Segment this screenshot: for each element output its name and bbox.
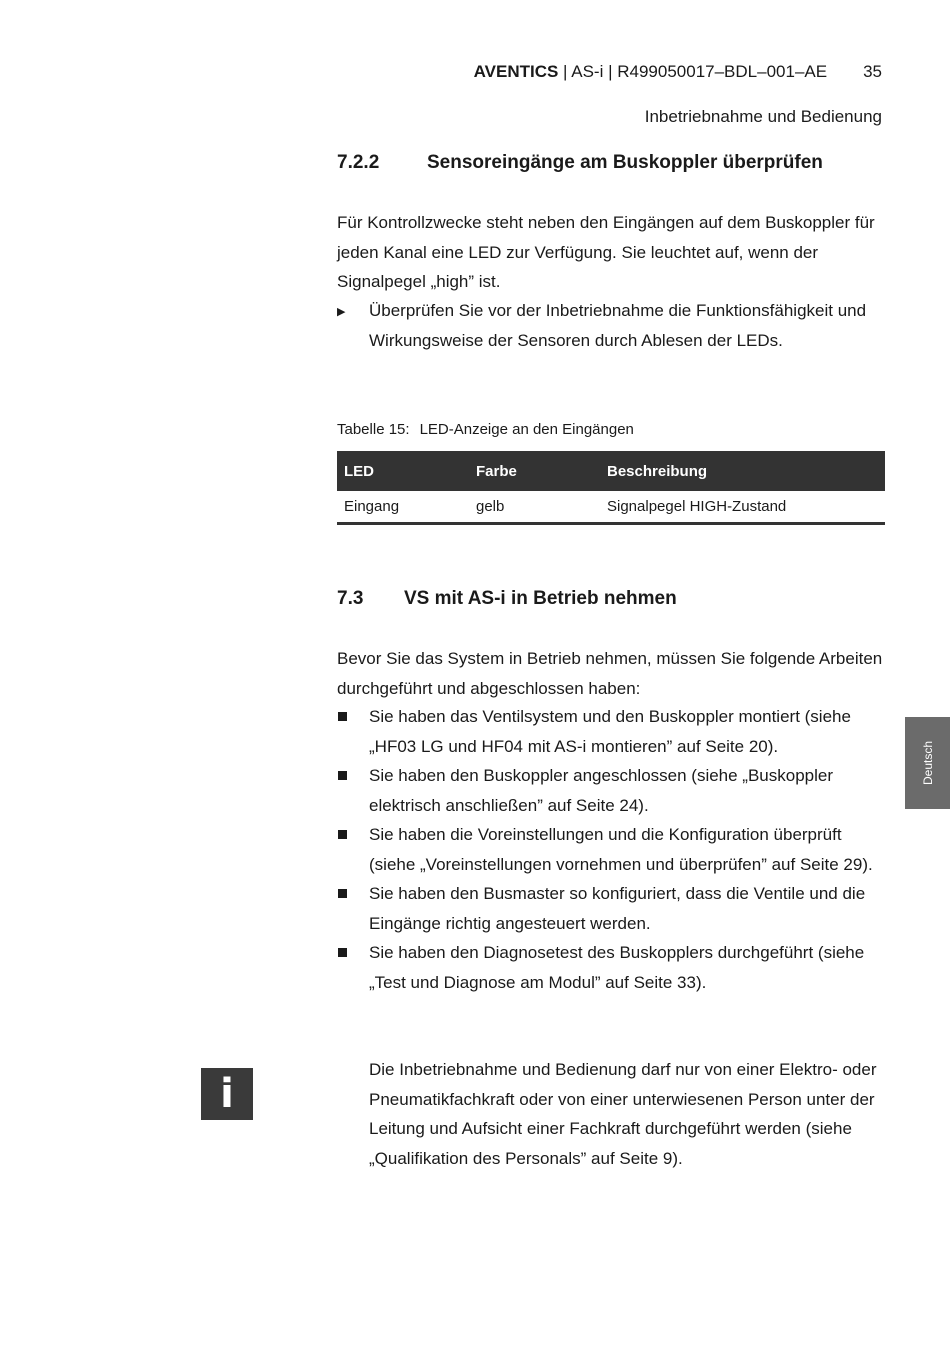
column-header-beschreibung: Beschreibung <box>600 451 885 491</box>
square-bullet-icon <box>337 702 369 761</box>
column-header-led: LED <box>337 451 469 491</box>
list-item-text: Sie haben den Busmaster so konfiguriert, dass die Ventile und die Eingänge richtig angesteuert werden. <box>369 884 866 933</box>
table-cell: Signalpegel HIGH-Zustand <box>600 491 885 524</box>
section-title: Sensoreingänge am Buskoppler überprüfen <box>427 152 823 173</box>
column-header-farbe: Farbe <box>469 451 600 491</box>
list-item-text: Sie haben den Buskoppler angeschlossen (siehe „Buskoppler elektrisch anschließen” auf Seite 24). <box>369 766 834 815</box>
action-step <box>337 296 885 355</box>
table-header-row <box>337 451 885 491</box>
info-note: Die Inbetriebnahme und Bedienung darf nur von einer Elektro- oder Pneumatikfachkraft oder von einer unterwiesenen Person unter der Leitung und Aufsicht einer Fachkraft durchgeführt werden (siehe „Qualifikation des Personals” auf Seite 9). <box>369 1060 877 1168</box>
list-item <box>337 761 885 820</box>
table-row <box>337 491 885 524</box>
brand-name: AVENTICS <box>473 62 559 81</box>
document-reference: | AS-i | R499050017–BDL–001–AE <box>558 62 828 81</box>
list-item <box>337 879 885 938</box>
table-cell: Eingang <box>337 491 469 524</box>
table-caption-text: LED-Anzeige an den Eingängen <box>419 421 634 438</box>
language-tab <box>905 717 950 809</box>
table-cell: gelb <box>469 491 600 524</box>
section-heading-7-2-2 <box>337 152 823 174</box>
prerequisite-list <box>337 702 885 997</box>
list-item-text: Sie haben den Diagnosetest des Buskopplers durchgeführt (siehe „Test und Diagnose am Modul” auf Seite 33). <box>369 943 865 992</box>
square-bullet-icon <box>337 820 369 879</box>
list-item-text: Sie haben das Ventilsystem und den Buskoppler montiert (siehe „HF03 LG und HF04 mit AS-i montieren” auf Seite 20). <box>369 707 851 756</box>
square-bullet-icon <box>337 938 369 997</box>
section-number: 7.3 <box>337 588 364 609</box>
table-caption-label: Tabelle 15: <box>337 421 410 438</box>
chapter-title: Inbetriebnahme und Bedienung <box>644 107 882 126</box>
running-header <box>474 62 882 82</box>
list-item <box>337 702 885 761</box>
section-number: 7.2.2 <box>337 152 380 173</box>
info-icon: i <box>201 1068 253 1120</box>
table-caption <box>337 421 634 438</box>
triangle-bullet-icon: ▶ <box>337 306 346 318</box>
section-intro-paragraph: Für Kontrollzwecke steht neben den Eingängen auf dem Buskoppler für jeden Kanal eine LED zur Verfügung. Sie leuchtet auf, wenn der Signalpegel „high” ist. <box>337 213 875 291</box>
section-intro-paragraph: Bevor Sie das System in Betrieb nehmen, müssen Sie folgende Arbeiten durchgeführt und abgeschlossen haben: <box>337 649 883 698</box>
language-tab-label: Deutsch <box>920 740 935 786</box>
list-item-text: Sie haben die Voreinstellungen und die Konfiguration überprüft (siehe „Voreinstellungen vornehmen und überprüfen” auf Seite 29). <box>369 825 873 874</box>
list-item <box>337 938 885 997</box>
square-bullet-icon <box>337 761 369 820</box>
section-heading-7-3 <box>337 588 677 610</box>
action-step-text: Überprüfen Sie vor der Inbetriebnahme die Funktionsfähigkeit und Wirkungsweise der Sensoren durch Ablesen der LEDs. <box>369 301 867 350</box>
square-bullet-icon <box>337 879 369 938</box>
led-table <box>337 451 885 525</box>
list-item <box>337 820 885 879</box>
page-number: 35 <box>863 62 882 81</box>
section-title: VS mit AS-i in Betrieb nehmen <box>404 588 677 609</box>
